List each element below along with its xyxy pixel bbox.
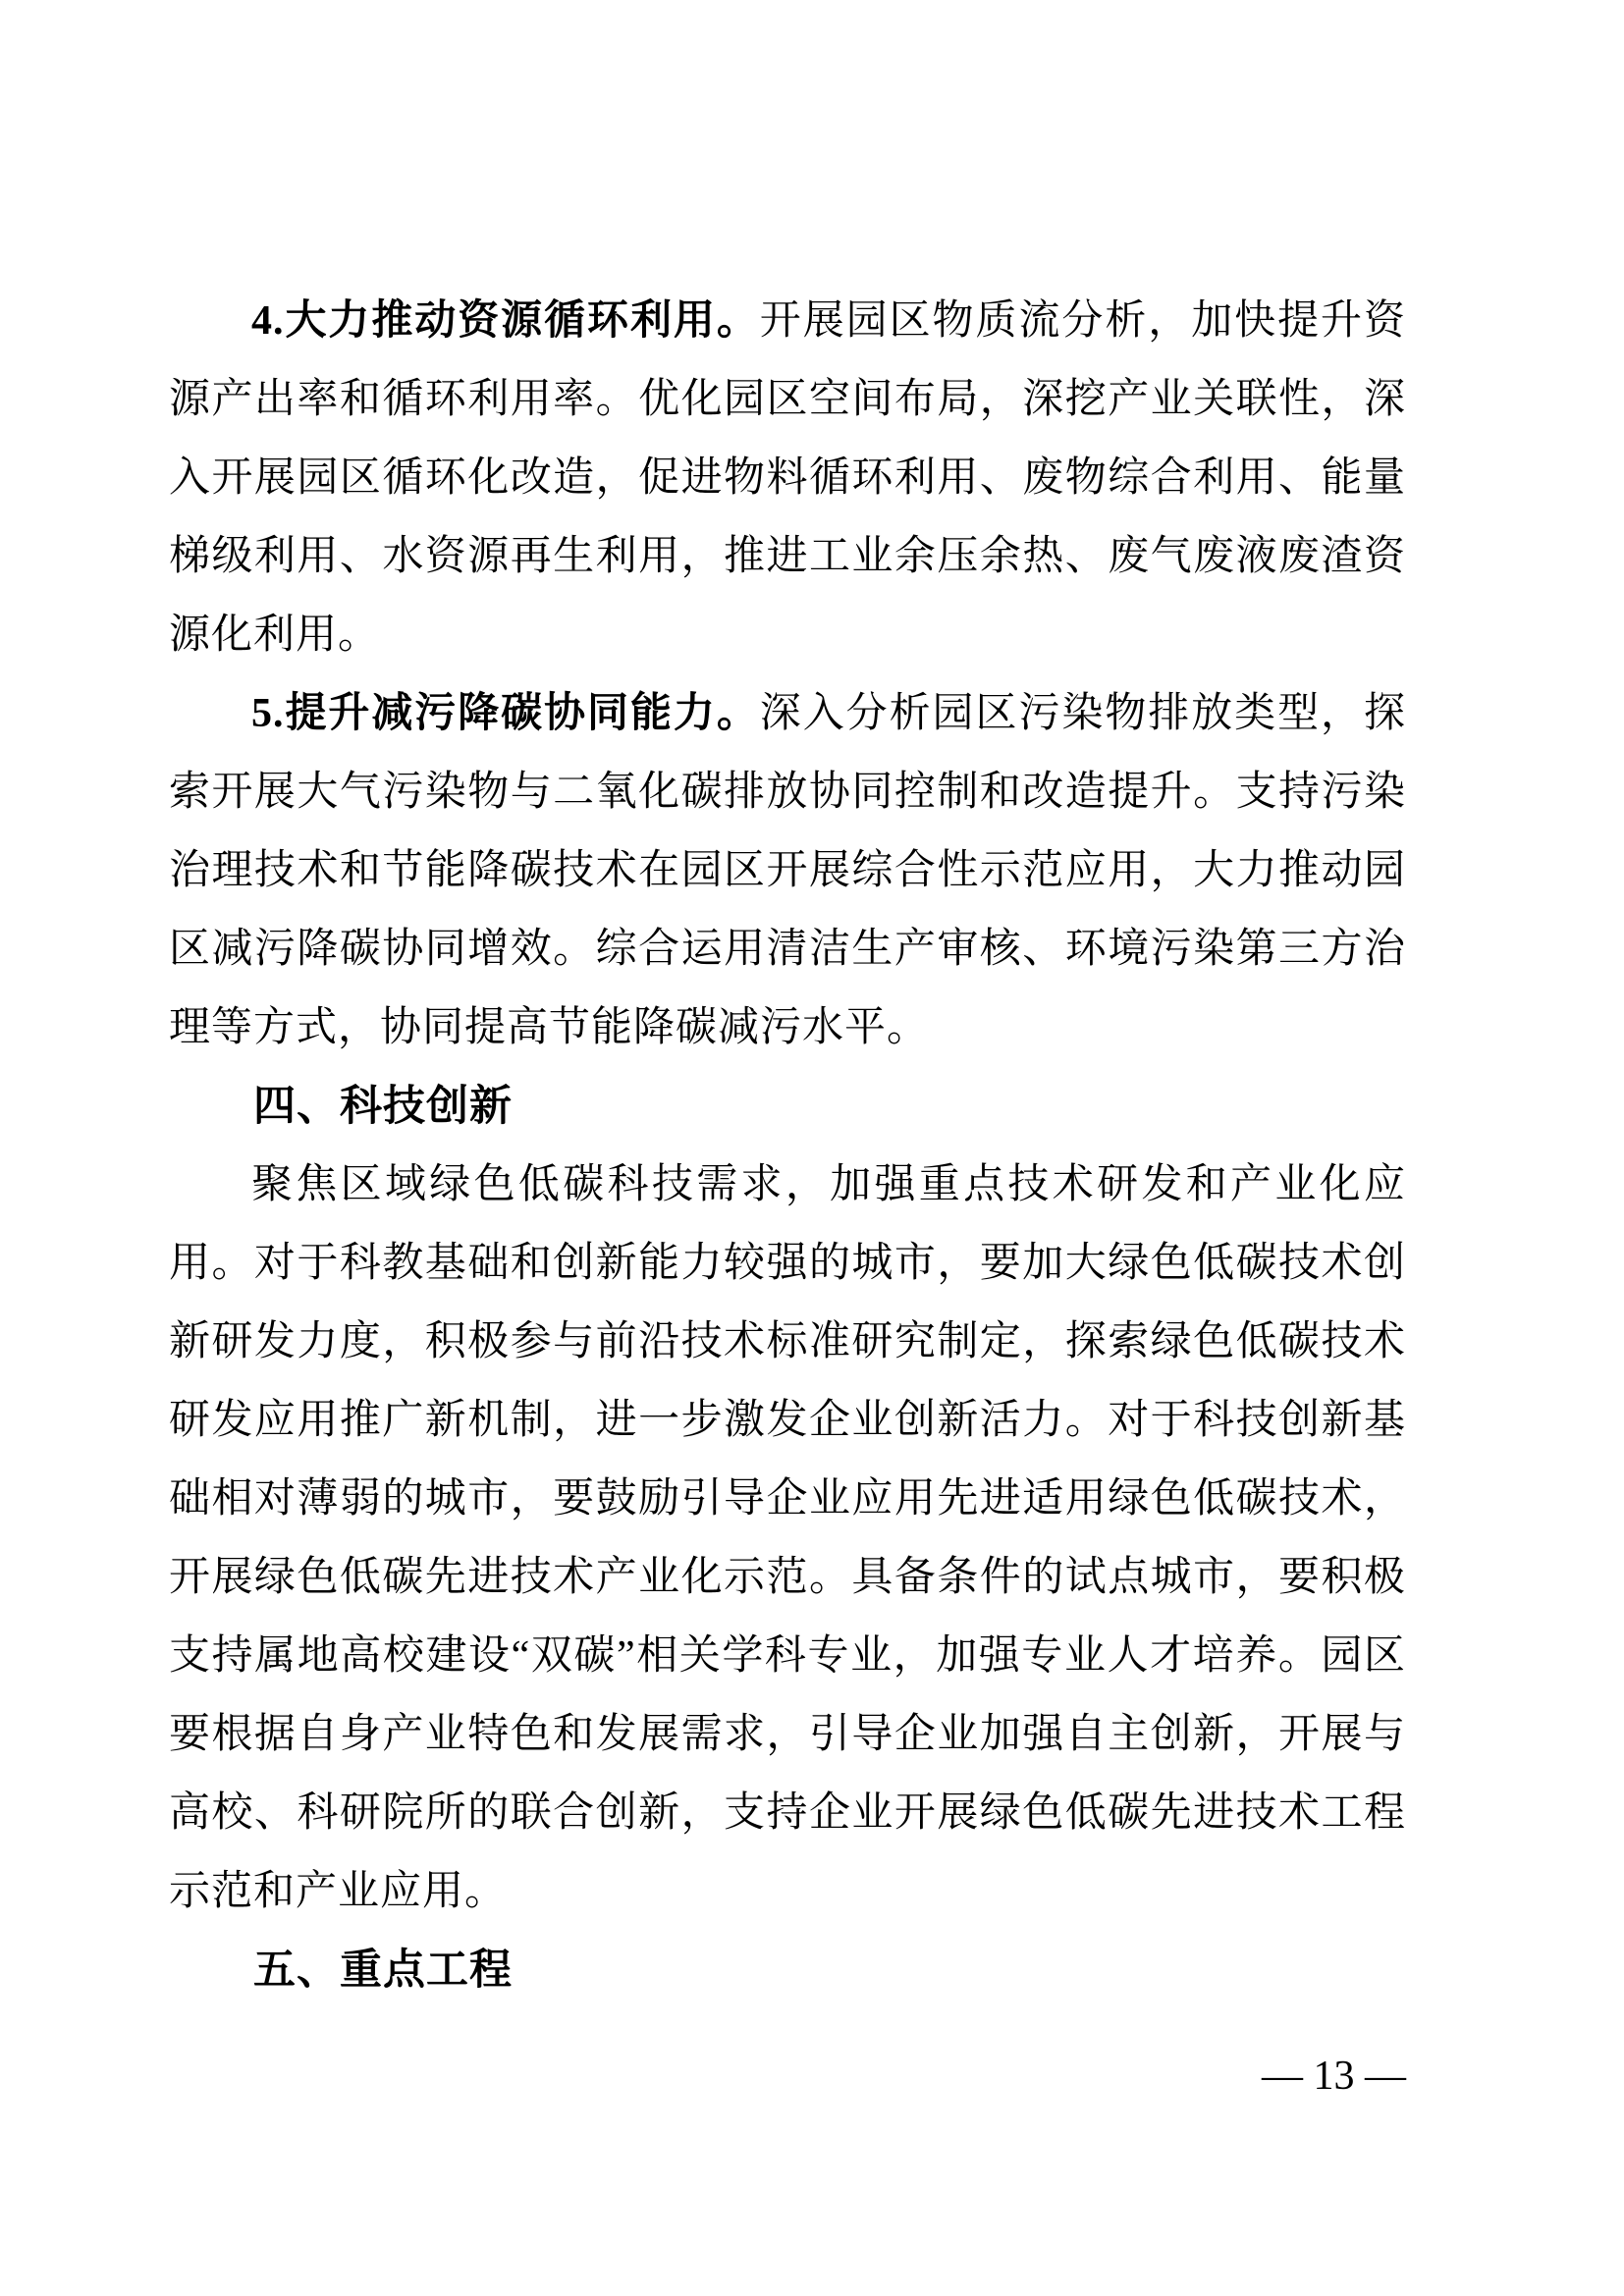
paragraph-sci-tech-innovation-text: 聚焦区域绿色低碳科技需求，加强重点技术研发和产业化应用。对于科教基础和创新能力较强的城市，要加大绿色低碳技术创新研发力度，积极参与前沿技术标准研究制定，探索绿色低碳技术研发应用推广新机制，进一步激发企业创新活力。对于科技创新基础相对薄弱的城市，要鼓励引导企业应用先进适用绿色低碳技术，开展绿色低碳先进技术产业化示范。具备条件的试点城市，要积极支持属地高校建设“双碳”相关学科专业，加强专业人才培养。园区要根据自身产业特色和发展需求，引导企业加强自主创新，开展与高校、科研院所的联合创新，支持企业开展绿色低碳先进技术工程示范和产业应用。 [169, 1162, 1406, 1914]
page-number: — 13 — [1262, 2054, 1406, 2099]
document-content [169, 282, 1406, 2009]
paragraph-resource-recycling-text: 开展园区物质流分析，加快提升资源产出率和循环利用率。优化园区空间布局，深挖产业关联性，深入开展园区循环化改造，促进物料循环利用、废物综合利用、能量梯级利用、水资源再生利用，推进工业余压余热、废气废液废渣资源化利用。 [169, 298, 1406, 658]
paragraph-pollution-carbon-synergy-lead: 5.提升减污降碳协同能力。 [251, 691, 760, 736]
heading-key-projects: 五、重点工程 [253, 1947, 513, 1994]
paragraph-resource-recycling-lead: 4.大力推动资源循环利用。 [251, 298, 760, 344]
paragraph-sci-tech-innovation-body [169, 1146, 1406, 1931]
paragraph-pollution-carbon-synergy [169, 674, 1406, 1067]
paragraph-resource-recycling [169, 282, 1406, 674]
heading-sci-tech-innovation: 四、科技创新 [253, 1083, 513, 1130]
paragraph-pollution-carbon-synergy-text: 深入分析园区污染物排放类型，探索开展大气污染物与二氧化碳排放协同控制和改造提升。支持污染治理技术和节能降碳技术在园区开展综合性示范应用，大力推动园区减污降碳协同增效。综合运用清洁生产审核、环境污染第三方治理等方式，协同提高节能降碳减污水平。 [169, 691, 1406, 1050]
